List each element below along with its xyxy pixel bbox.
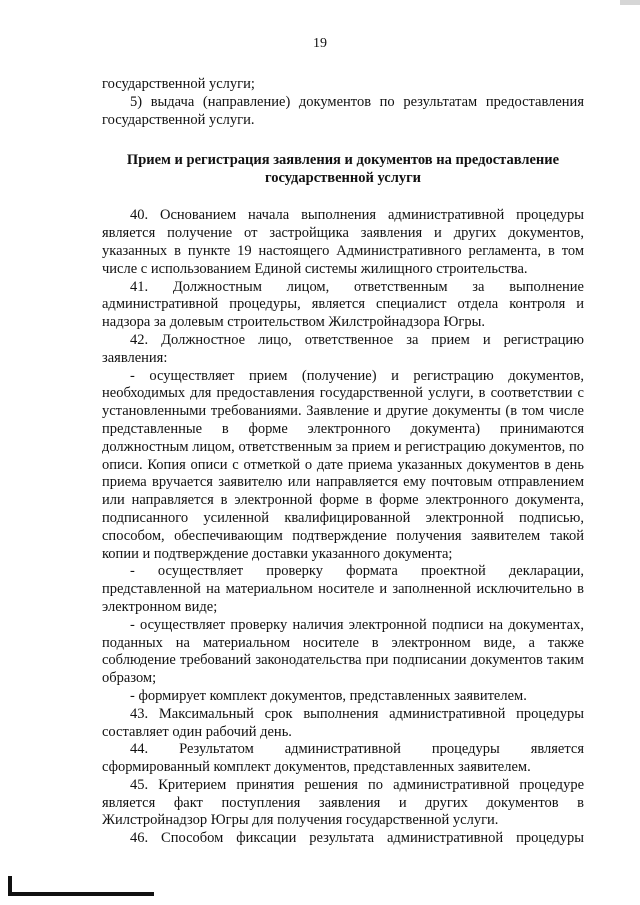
section-heading: Прием и регистрация заявления и документов на предоставление государственной услуги bbox=[126, 152, 560, 187]
paragraph-item-5: 5) выдача (направление) документов по результатам предоставления государственной услуги. bbox=[102, 93, 584, 128]
page-number: 19 bbox=[313, 36, 327, 51]
paragraph-continuation: государственной услуги; bbox=[102, 76, 255, 92]
paragraph-42-item-2: - осуществляет проверку формата проектной декларации, представленной на материальном носителе и заполненной исключительно в электронном виде; bbox=[102, 563, 584, 615]
paragraph-41: 41. Должностным лицом, ответственным за выполнение административной процедуры, является специалист отдела контроля и надзора за долевым строительством Жилстройнадзора Югры. bbox=[102, 278, 584, 331]
paragraph-42-item-4: - формирует комплект документов, представленных заявителем. bbox=[130, 687, 527, 704]
paragraph-45: 45. Критерием принятия решения по административной процедуре является факт поступления заявления и других документов в Жилстройнадзор Югры для получения государственной услуги. bbox=[102, 776, 584, 829]
scan-edge-mark-horizontal bbox=[8, 892, 154, 896]
paragraph-40: 40. Основанием начала выполнения административной процедуры является получение от застройщика заявления и других документов, указанных в пункте 19 настоящего Административного регламента, в том числе с использованием Единой системы жилищного строительства. bbox=[102, 207, 584, 277]
scan-corner-mark bbox=[620, 0, 640, 5]
document-body bbox=[102, 76, 584, 848]
paragraph-44: 44. Результатом административной процедуры является сформированный комплект документов, представленных заявителем. bbox=[102, 741, 584, 776]
paragraph-43: 43. Максимальный срок выполнения административной процедуры составляет один рабочий день. bbox=[102, 705, 584, 740]
paragraph-42: 42. Должностное лицо, ответственное за прием и регистрацию заявления: bbox=[102, 331, 584, 366]
paragraph-46: 46. Способом фиксации результата административной процедуры bbox=[130, 830, 584, 847]
paragraph-42-item-3: - осуществляет проверку наличия электронной подписи на документах, поданных на материальном носителе в электронном виде, а также соблюдение требований законодательства при подписании документов таким образом; bbox=[102, 616, 584, 687]
paragraph-42-item-1: - осуществляет прием (получение) и регистрацию документов, необходимых для предоставления государственной услуги, в соответствии с установленными требованиями. Заявление и другие документы (в том числе представленные в форме электронного документа) принимаются должностным лицом, ответственным за прием и регистрацию документов, по описи. Копия описи с отметкой о дате приема указанных документов в день приема вручается заявителю или направляется ему почтовым отправлением или направляется в электронной форме в форме электронного документа, подписанного усиленной квалифицированной электронной подписью, способом, обеспечивающим подтверждение получения заявителем такой копии и подтверждение доставки указанного документа; bbox=[102, 367, 584, 562]
